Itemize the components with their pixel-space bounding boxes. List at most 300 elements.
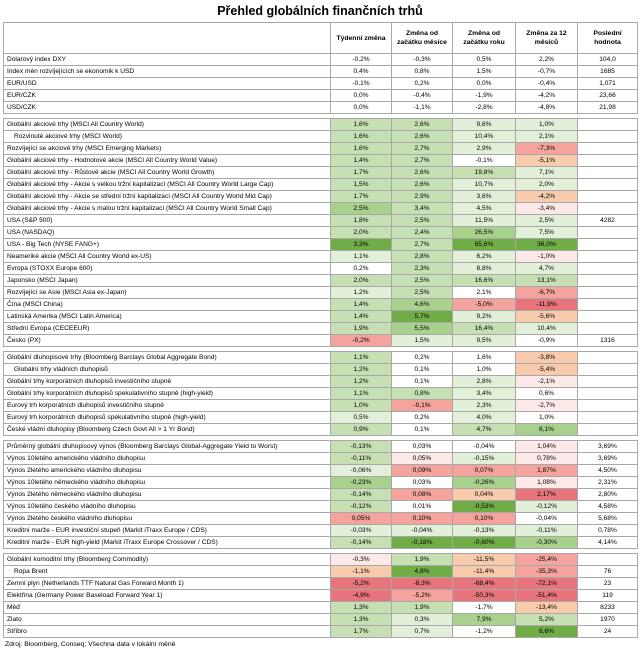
cell-12m: -51,4% xyxy=(516,590,578,602)
cell-ytd: 11,5% xyxy=(453,215,516,227)
cell-ytd: 4,0% xyxy=(453,412,516,424)
table-body xyxy=(4,54,638,638)
cell-last xyxy=(578,287,638,299)
cell-weekly: 1,7% xyxy=(331,191,392,203)
cell-last xyxy=(578,119,638,131)
cell-mtd: 2,7% xyxy=(392,143,453,155)
table-row xyxy=(4,614,638,626)
cell-mtd: 2,3% xyxy=(392,263,453,275)
header-label xyxy=(4,23,331,54)
cell-last xyxy=(578,388,638,400)
table-row xyxy=(4,191,638,203)
cell-ytd: -11,5% xyxy=(453,554,516,566)
cell-12m: -0,7% xyxy=(516,66,578,78)
cell-mtd: 0,8% xyxy=(392,66,453,78)
cell-mtd: 0,1% xyxy=(392,424,453,436)
cell-last xyxy=(578,412,638,424)
cell-weekly: -5,2% xyxy=(331,578,392,590)
table-row xyxy=(4,143,638,155)
row-label: Eurový trh korporátních dluhopisů spekulativního stupně (high-yield) xyxy=(4,412,331,424)
cell-12m: -11,9% xyxy=(516,299,578,311)
cell-last xyxy=(578,155,638,167)
cell-last xyxy=(578,311,638,323)
row-label: Kreditní marže - EUR high-yield (Markit iTraxx Europe Crossover / CDS) xyxy=(4,537,331,549)
cell-last: 0,78% xyxy=(578,525,638,537)
table-row xyxy=(4,513,638,525)
cell-last xyxy=(578,167,638,179)
header-row xyxy=(4,23,638,54)
row-label: Průměrný globální dluhopisový výnos (Bloomberg Barclays Global-Aggregate Yield to Worst) xyxy=(4,441,331,453)
cell-mtd: 2,6% xyxy=(392,119,453,131)
row-label: Výnos 2letého německého vládního dluhopisu xyxy=(4,489,331,501)
row-label: Zemní plyn (Netherlands TTF Natural Gas Forward Month 1) xyxy=(4,578,331,590)
table-row xyxy=(4,66,638,78)
table-row xyxy=(4,525,638,537)
cell-ytd: -68,4% xyxy=(453,578,516,590)
table-row xyxy=(4,501,638,513)
table-row xyxy=(4,424,638,436)
cell-last xyxy=(578,424,638,436)
cell-weekly: -0,2% xyxy=(331,54,392,66)
cell-last: 104,0 xyxy=(578,54,638,66)
row-label: Neameriké akcie (MSCI All Country World ex-US) xyxy=(4,251,331,263)
cell-last xyxy=(578,179,638,191)
cell-ytd: -0,60% xyxy=(453,537,516,549)
header-12m: Změna za 12 měsíců xyxy=(516,23,578,54)
cell-weekly: 3,3% xyxy=(331,239,392,251)
row-label: EUR/CZK xyxy=(4,90,331,102)
table-row xyxy=(4,465,638,477)
table-row xyxy=(4,578,638,590)
row-label: Rozvinuté akciové trhy (MSCI World) xyxy=(4,131,331,143)
cell-weekly: 1,2% xyxy=(331,364,392,376)
cell-12m: 2,2% xyxy=(516,54,578,66)
cell-ytd: 2,9% xyxy=(453,143,516,155)
cell-ytd: 1,0% xyxy=(453,364,516,376)
table-row xyxy=(4,602,638,614)
cell-weekly: 1,0% xyxy=(331,400,392,412)
cell-mtd: 5,7% xyxy=(392,311,453,323)
cell-last xyxy=(578,131,638,143)
source-note: Zdroj: Bloomberg, Conseq; Všechna data v lokální měně xyxy=(5,641,176,648)
row-label: Globální akciové trhy - Akcie s velkou tržní kapitalizací (MSCI All Country World Large Cap) xyxy=(4,179,331,191)
cell-mtd: 2,9% xyxy=(392,191,453,203)
cell-last xyxy=(578,554,638,566)
row-label: Výnos 2letého českého vládního dluhopisu xyxy=(4,513,331,525)
cell-last xyxy=(578,251,638,263)
cell-12m: 36,0% xyxy=(516,239,578,251)
cell-weekly: 1,3% xyxy=(331,602,392,614)
row-label: Čína (MSCI China) xyxy=(4,299,331,311)
cell-mtd: 2,7% xyxy=(392,155,453,167)
cell-12m: 7,1% xyxy=(516,167,578,179)
cell-weekly: 1,4% xyxy=(331,299,392,311)
table-row xyxy=(4,537,638,549)
cell-weekly: -0,2% xyxy=(331,335,392,347)
cell-mtd: -1,1% xyxy=(392,102,453,114)
cell-ytd: 9,6% xyxy=(453,119,516,131)
cell-weekly: 1,1% xyxy=(331,251,392,263)
cell-12m: -3,8% xyxy=(516,352,578,364)
row-label: Kreditní marže - EUR investiční stupeň (Markit iTraxx Europe / CDS) xyxy=(4,525,331,537)
cell-weekly: 1,7% xyxy=(331,167,392,179)
row-label: České vládní dluhopisy (Bloomberg Czech Govt All > 1 Yr Bond) xyxy=(4,424,331,436)
cell-weekly: 0,5% xyxy=(331,412,392,424)
cell-last xyxy=(578,191,638,203)
cell-ytd: 0,0% xyxy=(453,78,516,90)
cell-mtd: 0,2% xyxy=(392,412,453,424)
table-row xyxy=(4,287,638,299)
cell-mtd: 1,9% xyxy=(392,602,453,614)
cell-mtd: -0,1% xyxy=(392,400,453,412)
table-row xyxy=(4,119,638,131)
cell-weekly: 1,8% xyxy=(331,215,392,227)
cell-last: 5,68% xyxy=(578,513,638,525)
cell-ytd: 4,5% xyxy=(453,203,516,215)
cell-weekly: -0,03% xyxy=(331,525,392,537)
cell-ytd: 9,2% xyxy=(453,311,516,323)
cell-last: 1,071 xyxy=(578,78,638,90)
cell-ytd: 9,5% xyxy=(453,335,516,347)
cell-12m: -6,7% xyxy=(516,287,578,299)
cell-mtd: -0,04% xyxy=(392,525,453,537)
cell-mtd: 0,05% xyxy=(392,453,453,465)
cell-weekly: 1,4% xyxy=(331,311,392,323)
cell-ytd: -0,15% xyxy=(453,453,516,465)
table-row xyxy=(4,453,638,465)
row-label: Globální akciové trhy - Hodnotové akcie (MSCI All Country World Value) xyxy=(4,155,331,167)
table-row xyxy=(4,388,638,400)
table-row xyxy=(4,275,638,287)
cell-mtd: -5,2% xyxy=(392,590,453,602)
cell-12m: 2,1% xyxy=(516,131,578,143)
cell-12m: 10,4% xyxy=(516,323,578,335)
cell-12m: -2,1% xyxy=(516,376,578,388)
table-row xyxy=(4,131,638,143)
row-label: USA - Big Tech (NYSE FANG+) xyxy=(4,239,331,251)
row-label: Výnos 2letého amerického vládního dluhopisu xyxy=(4,465,331,477)
header-ytd: Změna od začátku roku xyxy=(453,23,516,54)
cell-weekly: 2,0% xyxy=(331,275,392,287)
table-row xyxy=(4,376,638,388)
cell-mtd: 0,2% xyxy=(392,352,453,364)
cell-12m: -0,30% xyxy=(516,537,578,549)
cell-weekly: -0,3% xyxy=(331,554,392,566)
cell-weekly: -1,1% xyxy=(331,566,392,578)
table-row xyxy=(4,90,638,102)
cell-last xyxy=(578,323,638,335)
cell-weekly: 1,6% xyxy=(331,119,392,131)
cell-mtd: 0,1% xyxy=(392,364,453,376)
table-row xyxy=(4,441,638,453)
cell-last: 4282 xyxy=(578,215,638,227)
cell-weekly: -0,14% xyxy=(331,537,392,549)
cell-12m: -4,2% xyxy=(516,191,578,203)
cell-mtd: -8,3% xyxy=(392,578,453,590)
row-label: Výnos 10letého amerického vládního dluhopisu xyxy=(4,453,331,465)
cell-weekly: 1,6% xyxy=(331,143,392,155)
row-label: Globální komoditní trhy (Bloomberg Commodity) xyxy=(4,554,331,566)
cell-mtd: -0,4% xyxy=(392,90,453,102)
cell-weekly: 1,2% xyxy=(331,376,392,388)
cell-last: 4,50% xyxy=(578,465,638,477)
cell-ytd: -1,9% xyxy=(453,90,516,102)
table-row xyxy=(4,489,638,501)
table-row xyxy=(4,227,638,239)
report-container xyxy=(3,0,637,648)
cell-ytd: 1,5% xyxy=(453,66,516,78)
cell-ytd: 16,6% xyxy=(453,275,516,287)
cell-ytd: 3,4% xyxy=(453,388,516,400)
table-row xyxy=(4,477,638,489)
cell-weekly: 0,2% xyxy=(331,263,392,275)
cell-mtd: 0,8% xyxy=(392,388,453,400)
cell-ytd: 19,8% xyxy=(453,167,516,179)
cell-weekly: 1,2% xyxy=(331,287,392,299)
table-row xyxy=(4,203,638,215)
cell-mtd: 0,10% xyxy=(392,513,453,525)
cell-mtd: -0,3% xyxy=(392,54,453,66)
cell-mtd: 1,9% xyxy=(392,554,453,566)
cell-mtd: 2,8% xyxy=(392,251,453,263)
table-row xyxy=(4,179,638,191)
cell-last xyxy=(578,227,638,239)
cell-ytd: 0,10% xyxy=(453,513,516,525)
row-label: USA (NASDAQ) xyxy=(4,227,331,239)
cell-12m: 0,78% xyxy=(516,453,578,465)
page-title: Přehled globálních finančních trhů xyxy=(217,4,423,18)
table-row xyxy=(4,239,638,251)
cell-mtd: 0,2% xyxy=(392,78,453,90)
row-label: Měď xyxy=(4,602,331,614)
cell-12m: -0,04% xyxy=(516,513,578,525)
cell-ytd: 7,9% xyxy=(453,614,516,626)
row-label: Česko (PX) xyxy=(4,335,331,347)
row-label: Index měn rozvíjejících se ekonomik k USD xyxy=(4,66,331,78)
cell-12m: 7,5% xyxy=(516,227,578,239)
cell-mtd: 0,03% xyxy=(392,441,453,453)
cell-weekly: 0,0% xyxy=(331,90,392,102)
row-label: USD/CZK xyxy=(4,102,331,114)
cell-12m: -72,1% xyxy=(516,578,578,590)
cell-weekly: 0,0% xyxy=(331,102,392,114)
cell-weekly: 1,7% xyxy=(331,626,392,638)
cell-last: 1316 xyxy=(578,335,638,347)
row-label: USA (S&P 500) xyxy=(4,215,331,227)
cell-mtd: 2,5% xyxy=(392,287,453,299)
cell-ytd: 26,5% xyxy=(453,227,516,239)
cell-weekly: -0,23% xyxy=(331,477,392,489)
cell-ytd: -0,04% xyxy=(453,441,516,453)
table-row xyxy=(4,364,638,376)
cell-12m: 6,6% xyxy=(516,626,578,638)
cell-12m: 1,0% xyxy=(516,412,578,424)
cell-ytd: 0,07% xyxy=(453,465,516,477)
cell-last xyxy=(578,263,638,275)
row-label: Střední Evropa (CECEEUR) xyxy=(4,323,331,335)
cell-mtd: 2,6% xyxy=(392,131,453,143)
row-label: Zlato xyxy=(4,614,331,626)
cell-12m: -5,4% xyxy=(516,364,578,376)
cell-weekly: -0,12% xyxy=(331,501,392,513)
row-label: Stříbro xyxy=(4,626,331,638)
cell-mtd: 5,5% xyxy=(392,323,453,335)
table-row xyxy=(4,311,638,323)
table-row xyxy=(4,167,638,179)
row-label: Eurový trh korporátních dluhopisů investičního stupně xyxy=(4,400,331,412)
cell-mtd: 3,4% xyxy=(392,203,453,215)
cell-weekly: 2,0% xyxy=(331,227,392,239)
cell-weekly: 0,9% xyxy=(331,424,392,436)
cell-last: 23 xyxy=(578,578,638,590)
table-row xyxy=(4,78,638,90)
cell-ytd: -1,7% xyxy=(453,602,516,614)
cell-ytd: 0,5% xyxy=(453,54,516,66)
cell-last xyxy=(578,143,638,155)
cell-ytd: -2,8% xyxy=(453,102,516,114)
cell-12m: -25,4% xyxy=(516,554,578,566)
row-label: Rozvíjející se akciové trhy (MSCI Emerging Markets) xyxy=(4,143,331,155)
cell-mtd: 4,6% xyxy=(392,299,453,311)
cell-last xyxy=(578,400,638,412)
cell-mtd: 2,5% xyxy=(392,215,453,227)
cell-last: 3,69% xyxy=(578,453,638,465)
row-label: Evropa (STOXX Europe 600) xyxy=(4,263,331,275)
cell-12m: -2,7% xyxy=(516,400,578,412)
cell-ytd: 4,7% xyxy=(453,424,516,436)
cell-weekly: -4,9% xyxy=(331,590,392,602)
table-row xyxy=(4,335,638,347)
cell-mtd: 0,03% xyxy=(392,477,453,489)
cell-mtd: 0,7% xyxy=(392,626,453,638)
cell-weekly: -0,13% xyxy=(331,441,392,453)
cell-last: 23,66 xyxy=(578,90,638,102)
row-label: Japonsko (MSCI Japan) xyxy=(4,275,331,287)
cell-ytd: 3,6% xyxy=(453,191,516,203)
cell-weekly: 1,5% xyxy=(331,179,392,191)
row-label: Globální akciové trhy (MSCI All Country World) xyxy=(4,119,331,131)
cell-mtd: 1,5% xyxy=(392,335,453,347)
cell-weekly: -0,14% xyxy=(331,489,392,501)
cell-12m: -5,6% xyxy=(516,311,578,323)
cell-last: 76 xyxy=(578,566,638,578)
cell-weekly: -0,1% xyxy=(331,78,392,90)
row-label: Rozvíjející se Asie (MSCI Asia ex-Japan) xyxy=(4,287,331,299)
table-row xyxy=(4,566,638,578)
table-row xyxy=(4,102,638,114)
cell-12m: -7,3% xyxy=(516,143,578,155)
table-row xyxy=(4,400,638,412)
cell-last: 21,98 xyxy=(578,102,638,114)
cell-12m: -0,4% xyxy=(516,78,578,90)
table-row xyxy=(4,215,638,227)
cell-ytd: -1,2% xyxy=(453,626,516,638)
cell-12m: 4,7% xyxy=(516,263,578,275)
header-mtd: Změna od začátku měsíce xyxy=(392,23,453,54)
cell-last xyxy=(578,376,638,388)
table-row xyxy=(4,251,638,263)
cell-ytd: -50,3% xyxy=(453,590,516,602)
table-row xyxy=(4,590,638,602)
cell-weekly: 0,05% xyxy=(331,513,392,525)
cell-12m: 6,1% xyxy=(516,424,578,436)
cell-12m: 1,08% xyxy=(516,477,578,489)
cell-12m: -13,4% xyxy=(516,602,578,614)
cell-weekly: 1,6% xyxy=(331,131,392,143)
table-row xyxy=(4,352,638,364)
cell-mtd: 2,6% xyxy=(392,179,453,191)
cell-ytd: 10,7% xyxy=(453,179,516,191)
cell-12m: 0,6% xyxy=(516,388,578,400)
cell-12m: 2,17% xyxy=(516,489,578,501)
table-row xyxy=(4,155,638,167)
cell-ytd: 2,3% xyxy=(453,400,516,412)
cell-ytd: 6,2% xyxy=(453,251,516,263)
cell-12m: 1,04% xyxy=(516,441,578,453)
cell-12m: -35,3% xyxy=(516,566,578,578)
cell-last: 24 xyxy=(578,626,638,638)
row-label: Globální trhy vládních dluhopisů xyxy=(4,364,331,376)
cell-last: 3,69% xyxy=(578,441,638,453)
cell-12m: -4,2% xyxy=(516,90,578,102)
cell-ytd: 2,8% xyxy=(453,376,516,388)
table-row xyxy=(4,54,638,66)
cell-last: 8233 xyxy=(578,602,638,614)
cell-ytd: 16,4% xyxy=(453,323,516,335)
cell-mtd: 0,08% xyxy=(392,489,453,501)
cell-12m: 2,5% xyxy=(516,215,578,227)
row-label: Globální akciové trhy - Růstové akcie (MSCI All Country World Growth) xyxy=(4,167,331,179)
row-label: Globální akciové trhy - Akcie s malou tržní kapitalizací (MSCI All Country World Small Cap) xyxy=(4,203,331,215)
cell-12m: -1,0% xyxy=(516,251,578,263)
row-label: Globální dluhopisové trhy (Bloomberg Barclays Global Aggregate Bond) xyxy=(4,352,331,364)
cell-last xyxy=(578,203,638,215)
cell-12m: -0,11% xyxy=(516,525,578,537)
cell-mtd: 4,8% xyxy=(392,566,453,578)
cell-12m: 1,87% xyxy=(516,465,578,477)
cell-last: 4,58% xyxy=(578,501,638,513)
table-row xyxy=(4,412,638,424)
cell-12m: -3,4% xyxy=(516,203,578,215)
cell-12m: -0,12% xyxy=(516,501,578,513)
row-label: Ropa Brent xyxy=(4,566,331,578)
table-row xyxy=(4,554,638,566)
cell-12m: -5,1% xyxy=(516,155,578,167)
market-table xyxy=(3,22,638,638)
cell-mtd: 0,3% xyxy=(392,614,453,626)
cell-last: 1970 xyxy=(578,614,638,626)
cell-weekly: 1,1% xyxy=(331,388,392,400)
row-label: Globální trhy korporátních dluhopisů spekulativního stupně (high-yield) xyxy=(4,388,331,400)
cell-12m: -4,8% xyxy=(516,102,578,114)
cell-weekly: -0,06% xyxy=(331,465,392,477)
table-row xyxy=(4,626,638,638)
cell-12m: 1,0% xyxy=(516,119,578,131)
cell-weekly: -0,11% xyxy=(331,453,392,465)
cell-last: 2,80% xyxy=(578,489,638,501)
cell-mtd: -0,18% xyxy=(392,537,453,549)
cell-ytd: 65,6% xyxy=(453,239,516,251)
cell-mtd: 0,1% xyxy=(392,376,453,388)
cell-weekly: 1,4% xyxy=(331,155,392,167)
cell-last xyxy=(578,299,638,311)
cell-ytd: 1,6% xyxy=(453,352,516,364)
cell-12m: -0,9% xyxy=(516,335,578,347)
cell-mtd: 2,6% xyxy=(392,167,453,179)
cell-last xyxy=(578,352,638,364)
header-weekly: Týdenní změna xyxy=(331,23,392,54)
table-row xyxy=(4,263,638,275)
